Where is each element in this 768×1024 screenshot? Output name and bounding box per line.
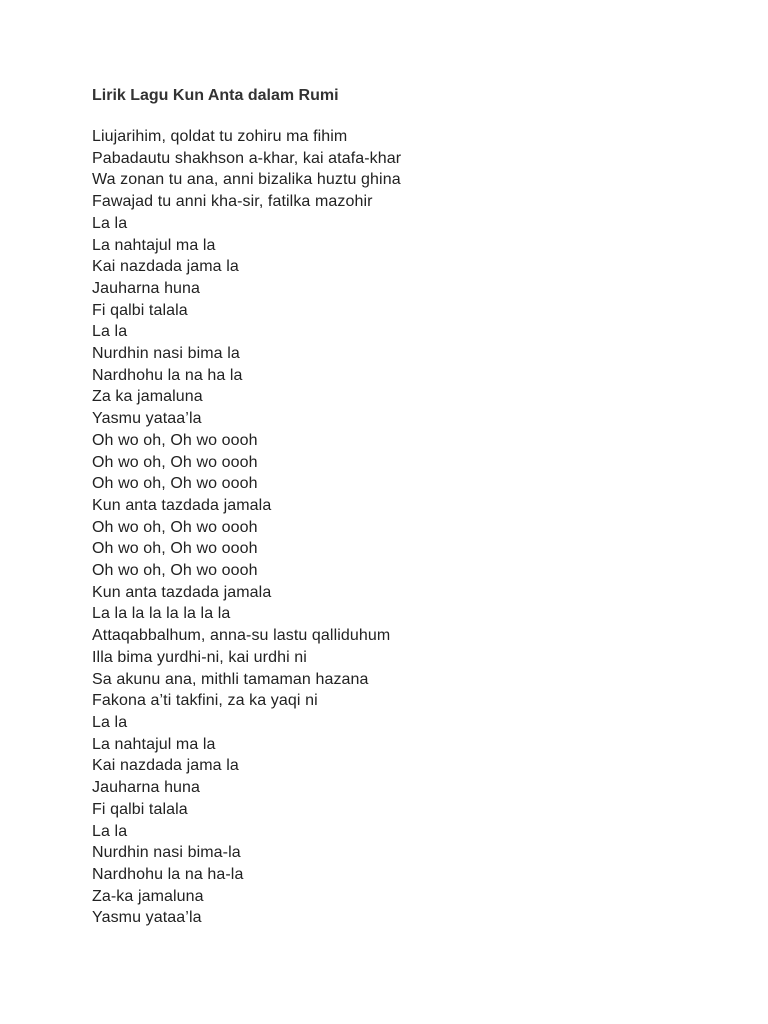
lyric-line: Oh wo oh, Oh wo oooh	[92, 562, 258, 580]
lyric-line: Illa bima yurdhi-ni, kai urdhi ni	[92, 648, 307, 666]
lyric-line: La la la la la la la la	[92, 605, 231, 623]
lyric-line: Pabadautu shakhson a-khar, kai atafa-khar	[92, 149, 402, 167]
lyric-line: Jauharna huna	[92, 779, 201, 797]
lyric-line: La la	[92, 323, 128, 341]
lyric-line: Yasmu yataa’la	[92, 410, 202, 428]
lyric-line: Nardhohu la na ha-la	[92, 865, 244, 883]
lyric-line: Nurdhin nasi bima la	[92, 345, 240, 363]
lyric-line: Kun anta tazdada jamala	[92, 496, 272, 514]
lyrics-list	[92, 126, 712, 929]
lyric-line: Fawajad tu anni kha-sir, fatilka mazohir	[92, 193, 373, 211]
lyric-line: Oh wo oh, Oh wo oooh	[92, 431, 258, 449]
lyric-line: Oh wo oh, Oh wo oooh	[92, 540, 258, 558]
document-title: Lirik Lagu Kun Anta dalam Rumi	[92, 87, 339, 104]
lyric-line: Jauharna huna	[92, 279, 201, 297]
lyric-line: Oh wo oh, Oh wo oooh	[92, 518, 258, 536]
lyric-line: Kun anta tazdada jamala	[92, 583, 272, 601]
lyric-line: Fakona a’ti takfini, za ka yaqi ni	[92, 692, 318, 710]
lyric-line: La nahtajul ma la	[92, 236, 216, 254]
lyric-line: Fi qalbi talala	[92, 800, 188, 818]
lyric-line: Attaqabbalhum, anna-su lastu qalliduhum	[92, 627, 391, 645]
lyric-line: La la	[92, 822, 128, 840]
lyric-line: La la	[92, 214, 128, 232]
lyric-line: Kai nazdada jama la	[92, 258, 239, 276]
lyric-line: Nurdhin nasi bima-la	[92, 844, 241, 862]
lyric-line: Liujarihim, qoldat tu zohiru ma fihim	[92, 128, 348, 145]
lyric-line: Yasmu yataa’la	[92, 909, 202, 927]
lyric-line: Nardhohu la na ha la	[92, 366, 243, 384]
lyric-line: Oh wo oh, Oh wo oooh	[92, 475, 258, 493]
lyric-line: Kai nazdada jama la	[92, 757, 239, 775]
lyric-line: Wa zonan tu ana, anni bizalika huztu ghina	[92, 171, 401, 189]
lyric-line: La la	[92, 713, 128, 731]
lyric-line: Za-ka jamaluna	[92, 887, 204, 905]
document-page	[92, 86, 712, 929]
lyric-line: La nahtajul ma la	[92, 735, 216, 753]
lyric-line: Sa akunu ana, mithli tamaman hazana	[92, 670, 369, 688]
lyric-line: Oh wo oh, Oh wo oooh	[92, 453, 258, 471]
lyric-line: Fi qalbi talala	[92, 301, 188, 319]
lyric-line: Za ka jamaluna	[92, 388, 203, 406]
